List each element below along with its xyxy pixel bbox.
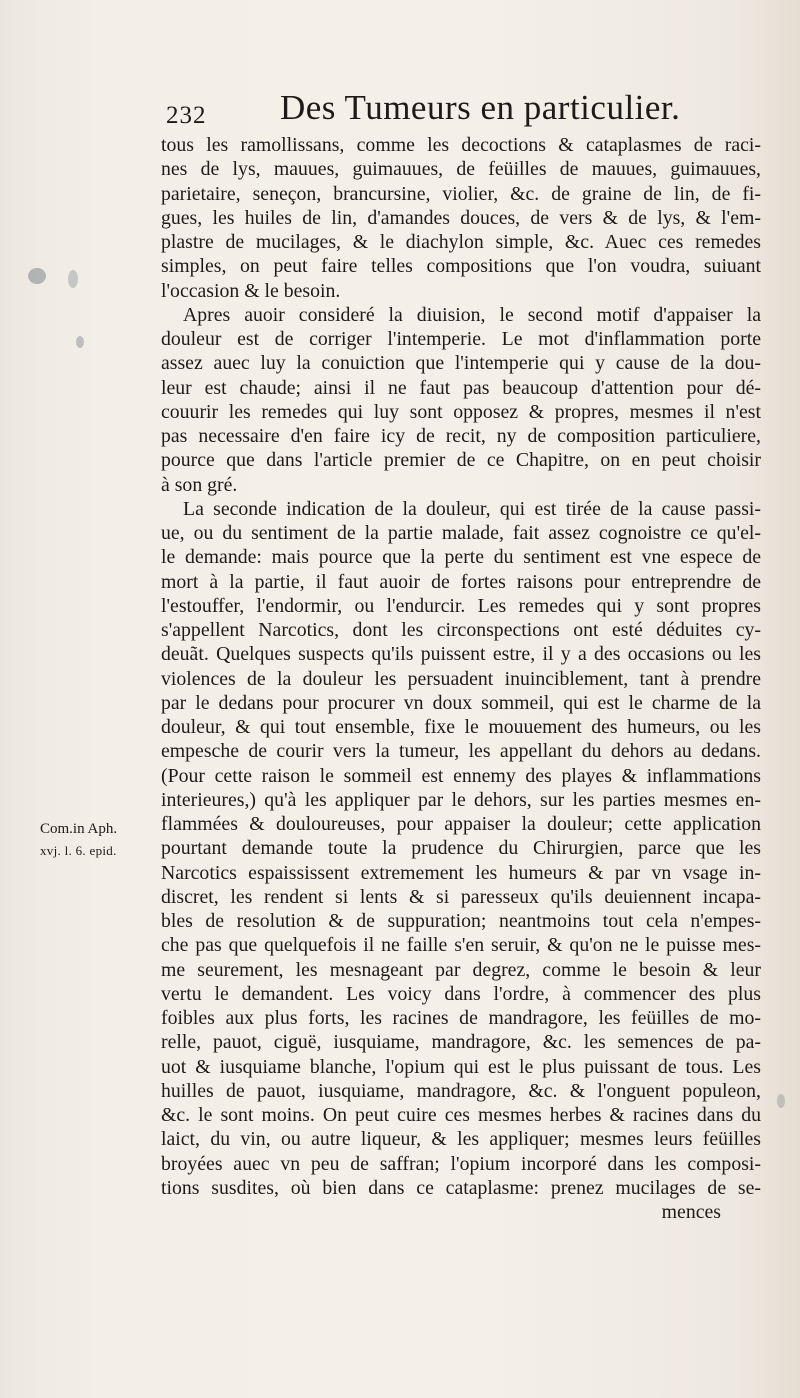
text-line: l'estouffer, l'endormir, ou l'endurcir. Les remedes qui y sont propres (161, 594, 761, 617)
text-line: broyées auec vn peu de saffran; l'opium incorporé dans les composi- (161, 1152, 761, 1175)
text-line: pourtant demande toute la prudence du Chirurgien, parce que les (161, 837, 761, 860)
text-line: assez auec luy la conuiction que l'intemperie qui y cause de la dou- (161, 352, 761, 375)
running-title: Des Tumeurs en particulier. (280, 88, 681, 127)
text-line: ue, ou du sentiment de la partie malade, fait assez cognoistre ce qu'el- (161, 522, 761, 544)
catchword: mences (661, 1201, 721, 1223)
text-line: l'occasion & le besoin. (161, 279, 341, 302)
text-line: me seurement, les mesnageant par degrez, comme le besoin & leur (161, 958, 761, 981)
page-number: 232 (166, 102, 207, 129)
ink-stain-mark (76, 336, 84, 348)
text-line: violences de la douleur les persuadent inuinciblement, tant à prendre (161, 667, 761, 690)
text-line: flammées & douloureuses, pour appaiser la douleur; cette application (161, 813, 761, 835)
text-line: &c. le sont moins. On peut cuire ces mesmes herbes & racines dans du (161, 1104, 761, 1126)
text-line: couurir les remedes qui luy sont opposez & propres, mesmes il n'est (161, 400, 761, 423)
text-line: deuãt. Quelques suspects qu'ils puissent estre, il y a des occasions ou les (161, 643, 761, 666)
text-line: pource que dans l'article premier de ce Chapitre, on en peut choisir (161, 449, 761, 472)
margin-note-line: xvj. l. 6. epid. (40, 843, 117, 858)
text-line: simples, on peut faire telles compositions que l'on voudra, suiuant (161, 255, 761, 278)
text-line: relle, pauot, ciguë, iusquiame, mandragore, &c. les semences de pa- (161, 1031, 761, 1054)
text-line: parietaire, seneçon, brancursine, violier, &c. de graine de lin, de fi- (161, 182, 761, 205)
body-text (161, 133, 761, 1224)
text-line: huilles de pauot, iusquiame, mandragore, &c. & l'onguent populeon, (161, 1079, 761, 1102)
text-line: douleur est de corriger l'intemperie. Le mot d'inflammation porte (161, 328, 761, 350)
text-line: le demande: mais pource que la perte du sentiment est vne espece de (161, 546, 761, 569)
text-line: (Pour cette raison le sommeil est ennemy des playes & inflammations (161, 764, 761, 787)
text-line: mort à la partie, il faut auoir de fortes raisons pour entreprendre de (161, 570, 761, 593)
text-line: douleur, & qui tout ensemble, fixe le mouuement des humeurs, ou les (161, 716, 761, 738)
text-line: plastre de mucilages, & le diachylon simple, &c. Auec ces remedes (161, 231, 761, 253)
text-line: La seconde indication de la douleur, qui est tirée de la cause passi- (183, 497, 761, 520)
text-line: par le dedans pour procurer vn doux sommeil, qui est le charme de la (161, 691, 761, 714)
text-line: Apres auoir consideré la diuision, le second motif d'appaiser la (183, 303, 761, 326)
text-line: gues, les huiles de lin, d'amandes douces, de vers & de lys, & l'em- (161, 206, 761, 229)
text-line: nes de lys, mauues, guimauues, de feüilles de mauues, guimauues, (161, 158, 761, 181)
text-line: tous les ramollissans, comme les decoctions & cataplasmes de raci- (161, 134, 761, 156)
text-line: vertu le demandent. Les voicy dans l'ordre, à commencer des plus (161, 982, 761, 1005)
text-line: uot & iusquiame blanche, l'opium qui est le plus puissant de tous. Les (161, 1055, 761, 1078)
ink-stain-mark (777, 1094, 785, 1108)
text-line: à son gré. (161, 473, 238, 496)
text-line: bles de resolution & de suppuration; neantmoins tout cela n'empes- (161, 910, 761, 932)
text-line: foibles aux plus forts, les racines de mandragore, les feüilles de mo- (161, 1007, 761, 1029)
ink-stain-mark (68, 270, 78, 288)
text-line: s'appellent Narcotics, dont les circonspections ont esté déduites cy- (161, 619, 761, 641)
text-line: empesche de courir vers la tumeur, les appellant du dehors au dedans. (161, 740, 761, 763)
margin-note (40, 818, 158, 862)
text-line: che pas que quelquefois il ne faille s'en seruir, & qu'on ne le puisse mes- (161, 934, 761, 957)
text-line: pas necessaire d'en faire icy de recit, ny de composition particuliere, (161, 425, 761, 447)
ink-stain-mark (28, 268, 46, 284)
margin-note-line: Com.in Aph. (40, 821, 118, 837)
text-line: laict, du vin, ou autre liqueur, & les appliquer; mesmes leurs feüilles (161, 1128, 761, 1151)
text-line: leur est chaude; ainsi il ne faut pas beaucoup d'attention pour dé- (161, 376, 761, 399)
text-line: discret, les rendent si lents & si paresseux qu'ils deuiennent incapa- (161, 885, 761, 908)
text-line: Narcotics espaississent extremement les humeurs & par vn vsage in- (161, 861, 761, 884)
text-line: tions susdites, où bien dans ce cataplasme: prenez mucilages de se- (161, 1176, 761, 1199)
text-line: interieures,) qu'à les appliquer par le dehors, sur les parties mesmes en- (161, 788, 761, 811)
page-header (160, 88, 680, 134)
